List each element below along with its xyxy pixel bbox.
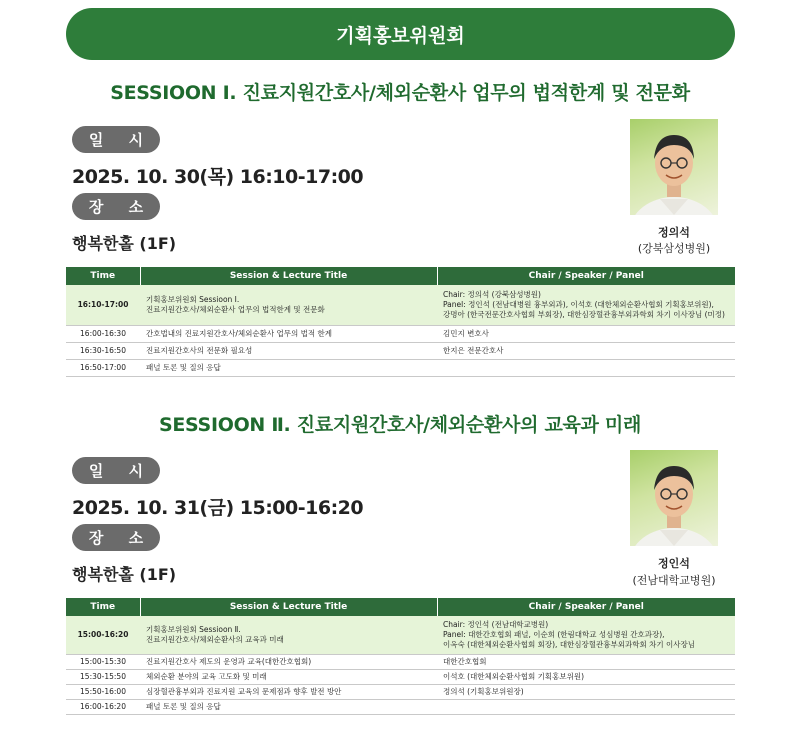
row-panel: Chair: 정의석 (강북삼성병원) Panel: 정인석 (전남대병원 흉부외과), 이석호 (대한체외순환사협회 기획홍보위원), 강명아 (한국전문간호사협회 부회장), 대한심장혈관흉부외과학회 차기 이사장님 (미정) bbox=[437, 285, 735, 325]
session-2-title: SESSIOON Ⅱ. 진료지원간호사/체외순환사의 교육과 미래 bbox=[158, 414, 642, 436]
row-panel bbox=[437, 359, 735, 376]
table-row bbox=[66, 699, 735, 714]
col-header-time: Time bbox=[66, 598, 140, 616]
row-title: 진료지원간호사 제도의 운영과 교육(대한간호협회) bbox=[140, 654, 437, 669]
speaker-photo-1 bbox=[630, 119, 718, 215]
speaker-photo-2 bbox=[630, 450, 718, 546]
session-2-date-label: 일 시 bbox=[72, 457, 160, 484]
row-title: 기획홍보위원회 Sessioon Ⅱ. 진료지원간호사/체외순환사의 교육과 미래 bbox=[140, 616, 437, 654]
row-panel: 이석호 (대한체외순환사협회 기획홍보위원) bbox=[437, 669, 735, 684]
session-1-venue: 행복한홀 (1F) bbox=[72, 234, 177, 253]
table-row bbox=[66, 669, 735, 684]
table-row bbox=[66, 654, 735, 669]
table-row bbox=[66, 285, 735, 325]
table-row bbox=[66, 359, 735, 376]
row-time: 15:30-15:50 bbox=[66, 669, 140, 684]
row-title: 체외순환 분야의 교육 고도화 및 미래 bbox=[140, 669, 437, 684]
session-1-venue-label: 장 소 bbox=[72, 193, 160, 220]
table-row bbox=[66, 616, 735, 654]
session-1-schedule-table bbox=[66, 267, 735, 377]
table-row bbox=[66, 684, 735, 699]
table-row bbox=[66, 342, 735, 359]
session-1-datetime: 2025. 10. 30(목) 16:10-17:00 bbox=[72, 166, 364, 188]
row-panel: Chair: 정인석 (전남대학교병원) Panel: 대한간호협회 패널, 이순희 (한림대학교 성심병원 간호과장), 이옥숙 (대한체외순환사협회 회장), 대한심장혈관흉부외과학회 차기 이사장님 bbox=[437, 616, 735, 654]
row-time: 16:10-17:00 bbox=[66, 285, 140, 325]
session-1-speaker-org: (강북삼성병원) bbox=[637, 242, 711, 255]
row-title: 진료지원간호사의 전문화 필요성 bbox=[140, 342, 437, 359]
row-time: 15:50-16:00 bbox=[66, 684, 140, 699]
row-title: 심장혈관흉부외과 진료지원 교육의 문제점과 향후 발전 방안 bbox=[140, 684, 437, 699]
row-time: 15:00-15:30 bbox=[66, 654, 140, 669]
session-1-date-label: 일 시 bbox=[72, 126, 160, 153]
row-time: 15:00-16:20 bbox=[66, 616, 140, 654]
session-2-schedule-table bbox=[66, 598, 735, 715]
session-2-datetime: 2025. 10. 31(금) 15:00-16:20 bbox=[72, 497, 364, 519]
row-title: 패널 토론 및 질의 응답 bbox=[140, 699, 437, 714]
committee-banner: 기획홍보위원회 bbox=[66, 8, 735, 60]
row-title: 간호법내의 진료지원간호사/체외순환사 업무의 법적 한계 bbox=[140, 325, 437, 342]
session-2-venue-label: 장 소 bbox=[72, 524, 160, 551]
session-2-speaker-name: 정인석 bbox=[658, 557, 690, 570]
col-header-panel: Chair / Speaker / Panel bbox=[437, 598, 735, 616]
col-header-title: Session & Lecture Title bbox=[140, 598, 437, 616]
session-1-speaker-name: 정의석 bbox=[658, 226, 690, 239]
row-panel bbox=[437, 699, 735, 714]
col-header-time: Time bbox=[66, 267, 140, 285]
row-time: 16:30-16:50 bbox=[66, 342, 140, 359]
row-panel: 대한간호협회 bbox=[437, 654, 735, 669]
row-title: 패널 토론 및 질의 응답 bbox=[140, 359, 437, 376]
row-panel: 김민지 변호사 bbox=[437, 325, 735, 342]
row-time: 16:00-16:30 bbox=[66, 325, 140, 342]
session-1-title: SESSIOON Ⅰ. 진료지원간호사/체외순환사 업무의 법적한계 및 전문화 bbox=[110, 82, 690, 104]
col-header-title: Session & Lecture Title bbox=[140, 267, 437, 285]
row-panel: 정의석 (기획홍보위원장) bbox=[437, 684, 735, 699]
col-header-panel: Chair / Speaker / Panel bbox=[437, 267, 735, 285]
row-time: 16:50-17:00 bbox=[66, 359, 140, 376]
row-title: 기획홍보위원회 Sessioon Ⅰ. 진료지원간호사/체외순환사 업무의 법적한계 및 전문화 bbox=[140, 285, 437, 325]
row-time: 16:00-16:20 bbox=[66, 699, 140, 714]
row-panel: 한지은 전문간호사 bbox=[437, 342, 735, 359]
table-row bbox=[66, 325, 735, 342]
session-2-venue: 행복한홀 (1F) bbox=[72, 565, 177, 584]
session-2-speaker-org: (전남대학교병원) bbox=[632, 574, 716, 587]
